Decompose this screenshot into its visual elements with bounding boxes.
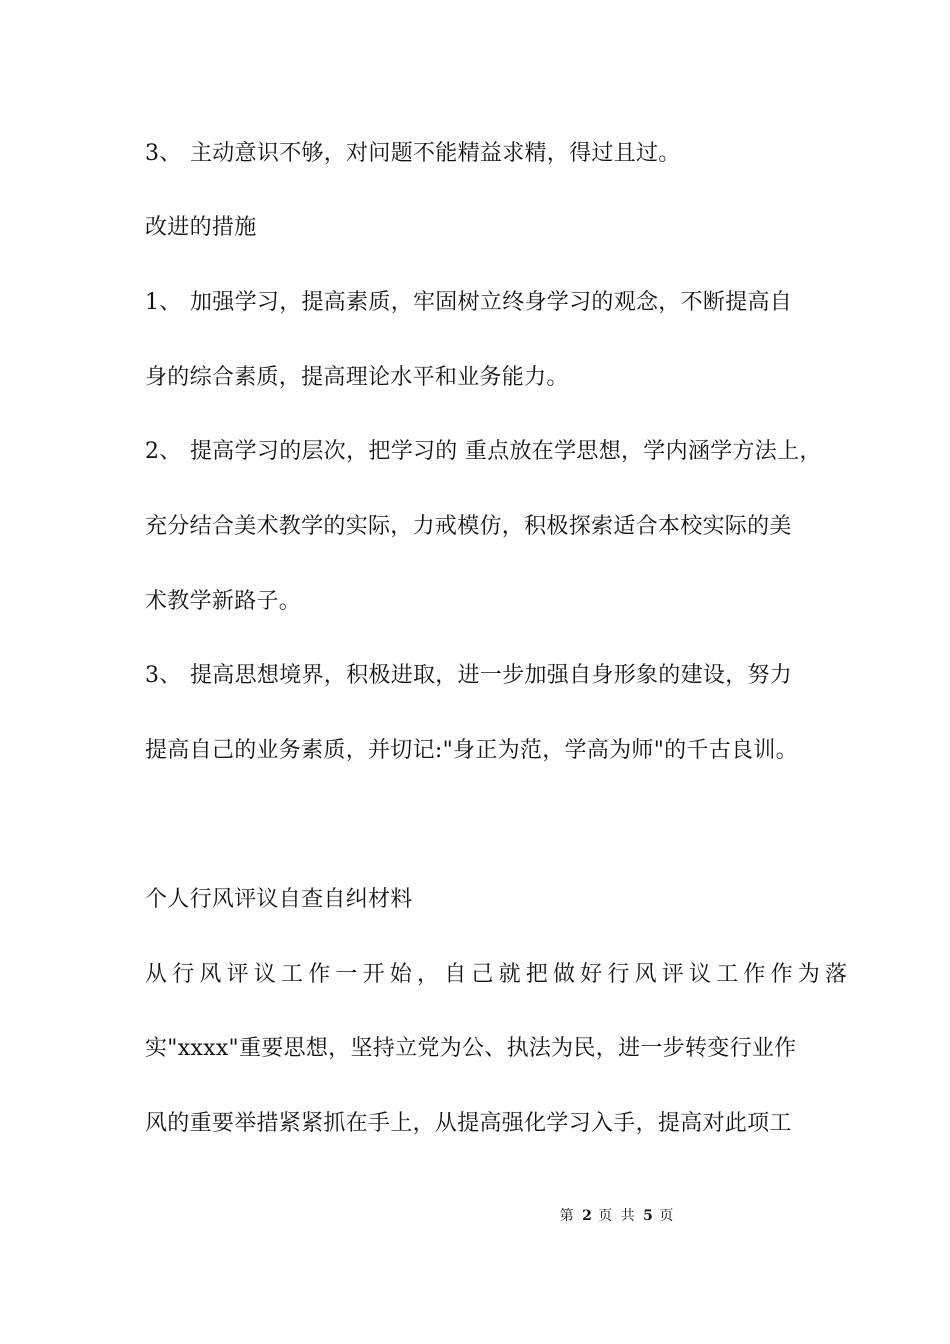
heading-text: 改进的措施 [145, 215, 257, 240]
paragraph-line [145, 737, 798, 765]
section-title-self-inspection [145, 886, 413, 914]
paragraph-text: 提高自己的业务素质，并切记:"身正为范，学高为师"的千古良训。 [145, 738, 798, 763]
paragraph-line [145, 961, 852, 989]
paragraph-text: 身的综合素质，提高理论水平和业务能力。 [145, 365, 569, 390]
paragraph-line [145, 1110, 792, 1138]
paragraph-text: 从行风评议工作一开始，自己就把做好行风评议工作作为落 [145, 962, 853, 987]
paragraph-text: 主动意识不够，对问题不能精益求精，得过且过。 [190, 141, 681, 166]
item-number: 1、 [145, 290, 182, 315]
item-number: 3、 [145, 663, 182, 688]
paragraph-text: 风的重要举措紧紧抓在手上，从提高强化学习入手，提高对此项工 [145, 1111, 792, 1136]
paragraph-text: 提高思想境界，积极进取，进一步加强自身形象的建设，努力 [190, 663, 793, 688]
paragraph-text: 充分结合美术教学的实际，力戒模仿，积极探索适合本校实际的美 [145, 514, 792, 539]
paragraph-line [145, 513, 792, 541]
list-item-measure-3 [145, 662, 792, 690]
list-item-measure-1 [145, 289, 792, 317]
paragraph-line [145, 364, 569, 392]
heading-text: 个人行风评议自查自纠材料 [145, 887, 413, 912]
footer-prefix: 第 [559, 1208, 576, 1224]
list-item-measure-2 [145, 438, 822, 466]
page-footer [0, 1206, 950, 1226]
paragraph-line [145, 1035, 796, 1063]
paragraph-text: 提高学习的层次，把学习的 重点放在学思想，学内涵学方法上， [190, 439, 822, 464]
paragraph-text: 术教学新路子。 [145, 589, 302, 614]
section-heading-improvements [145, 214, 257, 242]
paragraph-text: 加强学习，提高素质，牢固树立终身学习的观念，不断提高自 [190, 290, 793, 315]
item-number: 3、 [145, 141, 182, 166]
footer-suffix: 页 [659, 1208, 676, 1224]
footer-mid: 页 共 [598, 1208, 637, 1224]
item-number: 2、 [145, 439, 182, 464]
paragraph-line [145, 588, 301, 616]
list-item-deficiency-3 [145, 140, 681, 168]
paragraph-text: 实"xxxx"重要思想，坚持立党为公、执法为民，进一步转变行业作 [145, 1036, 797, 1061]
footer-total-pages: 5 [643, 1208, 653, 1224]
footer-page-number: 2 [582, 1208, 592, 1224]
